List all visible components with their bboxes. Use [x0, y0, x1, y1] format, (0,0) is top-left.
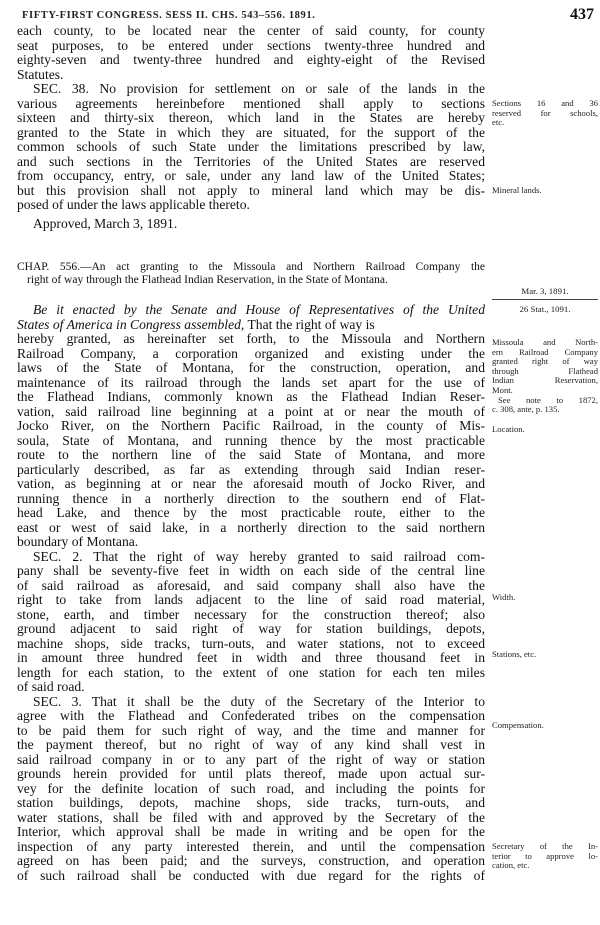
text-line: Jocko River, on the Northern Pacific Railroad, in the county of Mis-: [17, 419, 485, 433]
enacting-clause-line: States of America in Congress assembled,: [17, 317, 245, 332]
text-line: stone, earth, and timber necessary for the construction thereof; also: [17, 607, 485, 622]
text-line: sixteen and thirty-six thereon, which land in the States are hereby: [17, 111, 485, 125]
text-line: SEC. 3. That it shall be the duty of the Secretary of the Interior to: [33, 694, 485, 709]
chapter-heading: [17, 261, 485, 286]
text-line: of said railroad as aforesaid, and said company shall also have the: [17, 578, 485, 593]
text-line: Statutes.: [17, 67, 64, 82]
text-line: machine shops, side tracks, turn-outs, and water stations, not to exceed: [17, 636, 485, 651]
margin-note-location: Location.: [492, 424, 525, 434]
text-line: and such sections in the Territories of the United States are reserved: [17, 154, 485, 169]
text-line: of said road.: [17, 680, 85, 694]
text-line: common schools of such State under the limitations prescribed by law,: [17, 140, 485, 154]
text-line: running thence in a northerly direction to the southern end of Flat-: [17, 491, 485, 506]
text-line: the Flathead Indians, commonly known as the Flathead Indian Reser-: [17, 390, 485, 404]
text-line: vation, said railroad line beginning at a point at or near the mouth of: [17, 404, 485, 419]
main-text-column: [17, 24, 485, 883]
margin-notes-column: [492, 0, 598, 925]
statute-citation: 26 Stat., 1091.: [519, 304, 571, 314]
text-line: soula, State of Montana, and running thence by the most practicable: [17, 433, 485, 448]
section-2: [17, 550, 485, 695]
text-line: to be paid them for such right of way, and the time and manner for: [17, 723, 485, 738]
text-line: SEC. 2. That the right of way hereby granted to said railroad com-: [33, 549, 485, 564]
text-line: vation, as beginning at or near the aforesaid mouth of Jocko River, and: [17, 477, 485, 491]
text-line: maintenance of its railroad through the lands set apart for the use of: [17, 375, 485, 390]
text-line: right to take from lands adjacent to the line of said road material,: [17, 593, 485, 607]
text-line: eighty-seven and twenty-three hundred and eighty-eight of the Revised: [17, 53, 485, 67]
text-line: posed of under the laws applicable thereto.: [17, 198, 250, 212]
text-line: inspection of any party interested therein, and until the compensation: [17, 839, 485, 854]
text-line: laws of the State of Montana, for the construction, operation, and: [17, 361, 485, 375]
section-3: [17, 695, 485, 884]
text-line: grounds herein provided for until plats thereof, made upon actual sur-: [17, 767, 485, 781]
margin-note-stations: Stations, etc.: [492, 649, 537, 659]
approved-line: Approved, March 3, 1891.: [33, 215, 178, 231]
text-line: of such railroad shall be conducted with due regard for the rights of: [17, 868, 485, 883]
section-1: [17, 303, 485, 550]
margin-note-school-sections: Sections 16 and 36 reserved for schools, etc.: [492, 98, 598, 128]
continuation-paragraph: [17, 24, 485, 82]
margin-note-grant: Missoula and North- ern Railroad Company granted right of way through Flathead Indian Reservation, Mont. See note to 1872, c. 308, ante, p. 135.: [492, 337, 598, 415]
text-line: Interior, which approval shall be made in writing and be open for the: [17, 825, 485, 839]
text-line: in amount three hundred feet in width and three thousand feet in: [17, 651, 485, 665]
text-line: each county, to be located near the center of said county, for county: [17, 24, 485, 38]
text-line: ground adjacent to said right of way for station buildings, depots,: [17, 622, 485, 636]
chapter-heading-line: right of way through the Flathead Indian Reservation, in the State of Montana.: [27, 273, 388, 286]
text-line: agreed on has been paid; and the surveys, construction, and operation: [17, 854, 485, 868]
text-line: seat purposes, to be entered under sections twenty-three hundred and: [17, 38, 485, 53]
text-line: hereby granted, as hereinafter set forth, to the Missoula and Northern: [17, 332, 485, 346]
text-line: vey for the definite location of such road, and including the points for: [17, 781, 485, 796]
margin-note-compensation: Compensation.: [492, 720, 544, 730]
text-line: east or west of said lake, in a northerly direction to the said northern: [17, 520, 485, 535]
text-line: route to the northern line of the said State of Montana, and more: [17, 448, 485, 462]
enacting-clause-line: Be it enacted by the Senate and House of Representatives of the United: [33, 303, 485, 317]
text-line: the payment thereof, but no right of way of any kind shall vest in: [17, 738, 485, 752]
chapter-heading-line: CHAP. 556.—An act granting to the Missoula and Northern Railroad Company the: [17, 261, 485, 273]
text-line: various agreements hereinbefore mentioned shall apply to sections: [17, 96, 485, 111]
text-line: agree with the Flathead and Confederated tribes on the compensation: [17, 709, 485, 723]
margin-note-width: Width.: [492, 592, 516, 602]
text-line: boundary of Montana.: [17, 535, 139, 549]
text-line: Railroad Company, a corporation organized and existing under the: [17, 346, 485, 361]
text-line: granted to the State in which they are situated, for the support of the: [17, 125, 485, 140]
text-line: particularly described, as far as extending through said Indian reser-: [17, 462, 485, 477]
section-1-opening: That the right of way is: [244, 317, 375, 332]
text-line: from occupancy, entry, or sale, under any land law of the United States;: [17, 169, 485, 183]
text-line: pany shall be seventy-five feet in width on each side of the central line: [17, 564, 485, 578]
text-line: but this provision shall not apply to mineral land which may be dis-: [17, 183, 485, 198]
text-line: head Lake, and thence by the most practicable route, either to the: [17, 506, 485, 520]
margin-note-mineral-lands: Mineral lands.: [492, 185, 542, 195]
text-line: length for each station, to the extent of one station for each ten miles: [17, 665, 485, 680]
section-38: [17, 82, 485, 213]
text-line: [17, 318, 485, 333]
chapter-date: Mar. 3, 1891.: [492, 286, 598, 300]
text-line: SEC. 38. No provision for settlement on or sale of the lands in the: [33, 82, 485, 96]
margin-note-chapter-date: [492, 286, 598, 314]
running-head: FIFTY-FIRST CONGRESS. SESS II. CHS. 543–556. 1891.: [22, 10, 316, 21]
page-number: 437: [570, 6, 594, 23]
margin-note-secretary-approval: Secretary of the In- terior to approve lo- cation, etc.: [492, 841, 598, 871]
text-line: water stations, shall be filed with and approved by the Secretary of the: [17, 810, 485, 825]
text-line: station buildings, depots, machine shops, side tracks, turn-outs, and: [17, 796, 485, 810]
text-line: said railroad company in or to any part of the right of way or station: [17, 752, 485, 767]
